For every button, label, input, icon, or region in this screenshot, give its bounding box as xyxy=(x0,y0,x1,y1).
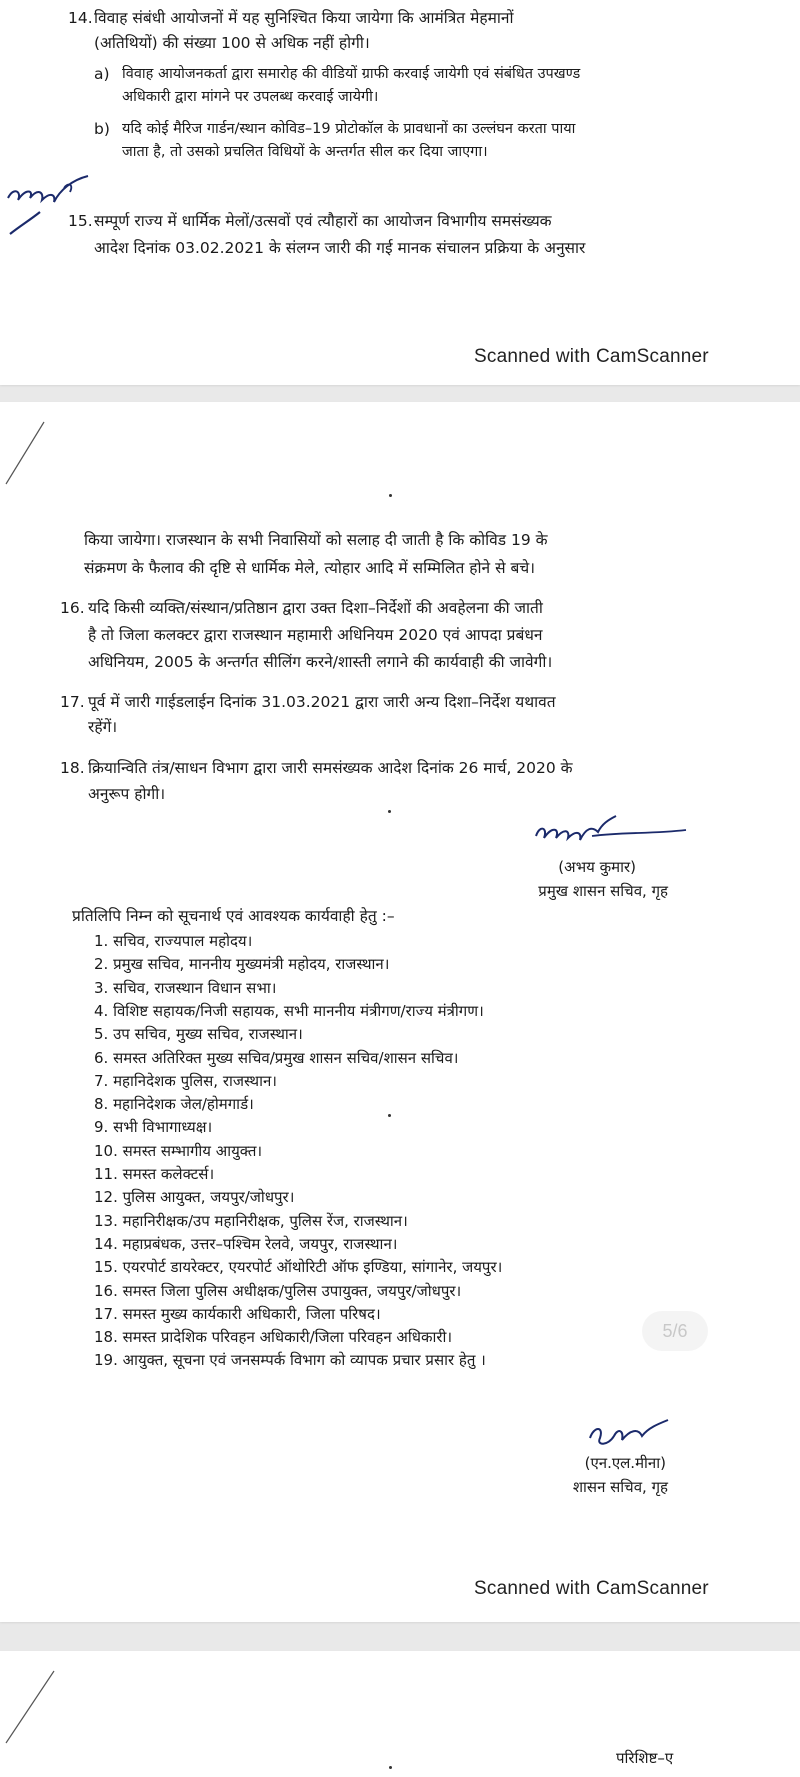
document-page-1 xyxy=(0,0,800,385)
item-14a-line-2: अधिकारी द्वारा मांगने पर उपलब्ध करवाई जायेगी। xyxy=(122,89,379,105)
item-14-line-1: विवाह संबंधी आयोजनों में यह सुनिश्चित किया जायेगा कि आमंत्रित मेहमानों xyxy=(94,9,514,27)
item-16-line-2: है तो जिला कलक्टर द्वारा राजस्थान महामारी अधिनियम 2020 एवं आपदा प्रबंधन xyxy=(88,626,543,644)
item-14b-line-2: जाता है, तो उसको प्रचलित विधियों के अन्तर्गत सील कर दिया जाएगा। xyxy=(122,144,488,160)
item-17-line-1: पूर्व में जारी गाईडलाईन दिनांक 31.03.2021 द्वारा जारी अन्य दिशा–निर्देश यथावत xyxy=(88,693,556,711)
item-15-line-2: आदेश दिनांक 03.02.2021 के संलग्न जारी की गई मानक संचालन प्रक्रिया के अनुसार xyxy=(94,239,586,257)
scan-dot xyxy=(389,494,392,497)
scan-dot xyxy=(389,1766,392,1769)
copy-recipient-item: 15. एयरपोर्ट डायरेक्टर, एयरपोर्ट ऑथोरिटी ऑफ इण्डिया, सांगानेर, जयपुर। xyxy=(94,1258,503,1277)
margin-mark xyxy=(0,420,50,490)
margin-mark xyxy=(0,1669,60,1749)
camscanner-watermark: Scanned with CamScanner xyxy=(474,1578,709,1599)
annexure-label: परिशिष्ट–ए xyxy=(616,1749,674,1767)
item-14-line-2: (अतिथियों) की संख्या 100 से अधिक नहीं होगी। xyxy=(94,34,370,52)
item-14a-label: a) xyxy=(94,65,110,83)
item-18-number: 18. xyxy=(60,759,85,777)
copy-recipient-item: 1. सचिव, राज्यपाल महोदय। xyxy=(94,932,253,950)
item-18-line-2: अनुरूप होगी। xyxy=(88,785,166,803)
item-17-number: 17. xyxy=(60,693,85,711)
copy-recipient-item: 12. पुलिस आयुक्त, जयपुर/जोधपुर। xyxy=(94,1188,295,1207)
signatory-2-name: (एन.एल.मीना) xyxy=(584,1454,666,1472)
copy-recipient-item: 19. आयुक्त, सूचना एवं जनसम्पर्क विभाग को व्यापक प्रचार प्रसार हेतु । xyxy=(94,1351,486,1370)
signature-nl-meena xyxy=(584,1416,674,1456)
copy-recipient-item: 10. समस्त सम्भागीय आयुक्त। xyxy=(94,1141,263,1160)
copy-recipient-item: 7. महानिदेशक पुलिस, राजस्थान। xyxy=(94,1071,277,1090)
item-15-number: 15. xyxy=(68,212,93,230)
copy-recipient-item: 5. उप सचिव, मुख्य सचिव, राजस्थान। xyxy=(94,1025,303,1044)
item-16-line-3: अधिनियम, 2005 के अन्तर्गत सीलिंग करने/शास्ती लगाने की कार्यवाही की जावेगी। xyxy=(88,653,553,671)
copy-recipient-item: 2. प्रमुख सचिव, माननीय मुख्यमंत्री महोदय, राजस्थान। xyxy=(94,955,390,974)
page-indicator: 5/6 xyxy=(642,1311,708,1351)
copy-recipient-item: 11. समस्त कलेक्टर्स। xyxy=(94,1165,215,1183)
item-16-line-1: यदि किसी व्यक्ति/संस्थान/प्रतिष्ठान द्वारा उक्त दिशा–निर्देशों की अवहेलना की जाती xyxy=(88,599,543,617)
signature-abhay-kumar xyxy=(532,810,692,860)
item-14b-label: b) xyxy=(94,120,110,138)
copy-recipient-item: 14. महाप्रबंधक, उत्तर–पश्चिम रेलवे, जयपुर, राजस्थान। xyxy=(94,1234,398,1253)
item-18-line-1: क्रियान्विति तंत्र/साधन विभाग द्वारा जारी समसंख्यक आदेश दिनांक 26 मार्च, 2020 के xyxy=(88,759,573,777)
item-16-number: 16. xyxy=(60,599,85,617)
document-page-3 xyxy=(0,1651,800,1777)
scan-dot xyxy=(388,1114,391,1117)
signatory-2-title: शासन सचिव, गृह xyxy=(572,1478,668,1496)
copy-recipient-item: 18. समस्त प्रादेशिक परिवहन अधिकारी/जिला परिवहन अधिकारी। xyxy=(94,1328,453,1347)
copy-recipient-item: 8. महानिदेशक जेल/होमगार्ड। xyxy=(94,1095,254,1114)
copy-recipient-item: 3. सचिव, राजस्थान विधान सभा। xyxy=(94,978,277,997)
copy-recipient-item: 6. समस्त अतिरिक्त मुख्य सचिव/प्रमुख शासन सचिव/शासन सचिव। xyxy=(94,1048,459,1067)
item-15-line-1: सम्पूर्ण राज्य में धार्मिक मेलों/उत्सवों एवं त्यौहारों का आयोजन विभागीय समसंख्यक xyxy=(94,212,552,230)
item-17-line-2: रहेंगें। xyxy=(88,718,118,736)
document-page-2 xyxy=(0,402,800,1622)
copy-recipient-item: 4. विशिष्ट सहायक/निजी सहायक, सभी माननीय मंत्रीगण/राज्य मंत्रीगण। xyxy=(94,1001,484,1020)
item-15-continued-line-1: किया जायेगा। राजस्थान के सभी निवासियों को सलाह दी जाती है कि कोविड 19 के xyxy=(84,531,548,549)
item-14a-line-1: विवाह आयोजनकर्ता द्वारा समारोह की वीडियों ग्राफी करवाई जायेगी एवं संबंधित उपखण्ड xyxy=(122,66,581,82)
signatory-1-title: प्रमुख शासन सचिव, गृह xyxy=(538,882,668,900)
item-14b-line-1: यदि कोई मैरिज गार्डन/स्थान कोविड–19 प्रोटोकॉल के प्रावधानों का उल्लंघन करता पाया xyxy=(122,121,576,137)
signatory-1-name: (अभय कुमार) xyxy=(558,858,636,876)
copy-recipient-item: 17. समस्त मुख्य कार्यकारी अधिकारी, जिला परिषद। xyxy=(94,1304,381,1323)
copy-recipient-item: 9. सभी विभागाध्यक्ष। xyxy=(94,1118,213,1137)
item-14-number: 14. xyxy=(68,9,93,27)
copy-recipient-item: 13. महानिरीक्षक/उप महानिरीक्षक, पुलिस रेंज, राजस्थान। xyxy=(94,1211,408,1230)
scan-dot xyxy=(388,810,391,813)
copy-recipient-item: 16. समस्त जिला पुलिस अधीक्षक/पुलिस उपायुक्त, जयपुर/जोधपुर। xyxy=(94,1281,462,1300)
copy-list-heading: प्रतिलिपि निम्न को सूचनार्थ एवं आवश्यक कार्यवाही हेतु :– xyxy=(72,907,395,925)
item-15-continued-line-2: संक्रमण के फैलाव की दृष्टि से धार्मिक मेले, त्योहार आदि में सम्मिलित होने से बचे। xyxy=(84,559,536,577)
camscanner-watermark: Scanned with CamScanner xyxy=(474,346,709,367)
